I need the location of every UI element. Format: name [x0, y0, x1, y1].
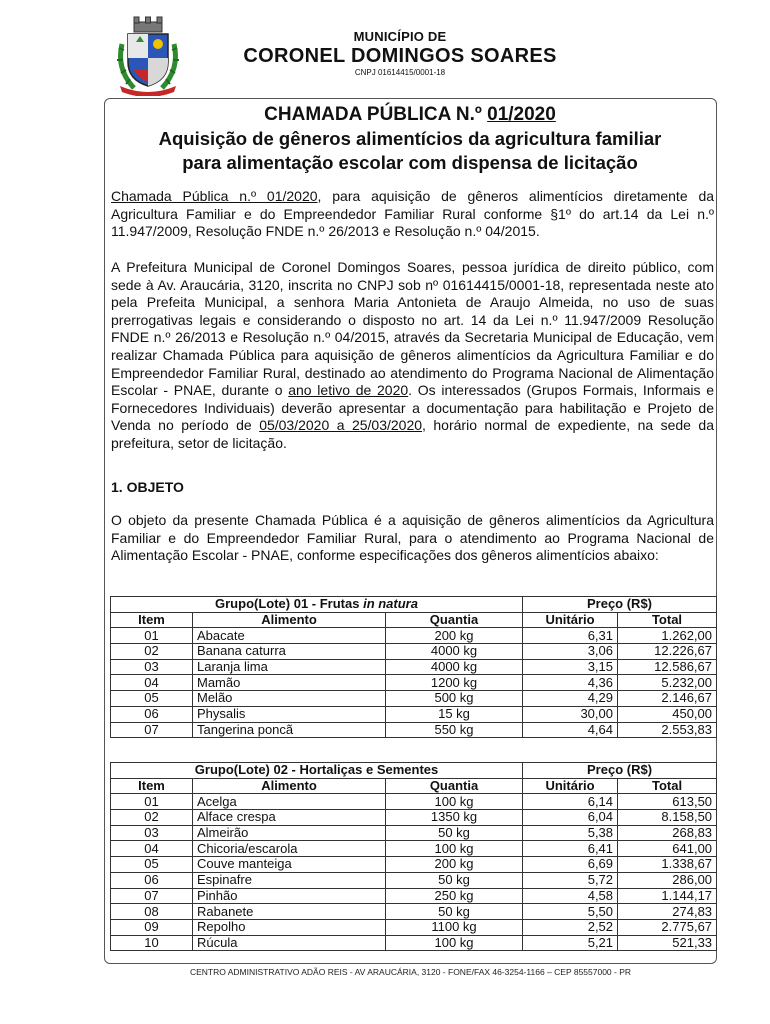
cell-item: 02: [111, 810, 193, 826]
cell-item: 02: [111, 644, 193, 660]
col-total: Total: [618, 778, 717, 794]
cell-unitario: 5,21: [523, 935, 618, 951]
cell-total: 1.144,17: [618, 888, 717, 904]
col-alimento: Alimento: [193, 778, 386, 794]
cell-item: 03: [111, 825, 193, 841]
body-school-year: ano letivo de 2020: [288, 382, 409, 399]
cell-item: 05: [111, 857, 193, 873]
cell-alimento: Melão: [193, 691, 386, 707]
cell-total: 268,83: [618, 825, 717, 841]
cell-quantia: 15 kg: [386, 706, 523, 722]
cell-total: 2.146,67: [618, 691, 717, 707]
page-subtitle: [110, 127, 710, 175]
cell-unitario: 5,50: [523, 904, 618, 920]
cell-item: 06: [111, 706, 193, 722]
intro-text: , para aquisição de gêneros alimentícios diretamente da Agricultura Familiar e do Empreendedor Familiar Rural conforme §1º do art.14 da Lei n.º 11.947/2009, Resolução FNDE n.º 26/2013 e Resolução n.º 04/2015.: [111, 188, 715, 240]
cell-quantia: 500 kg: [386, 691, 523, 707]
cell-total: 2.553,83: [618, 722, 717, 738]
cell-total: 1.262,00: [618, 628, 717, 644]
cell-total: 12.586,67: [618, 659, 717, 675]
cell-item: 04: [111, 841, 193, 857]
cell-quantia: 100 kg: [386, 841, 523, 857]
cell-total: 5.232,00: [618, 675, 717, 691]
table-hortalicas: [110, 762, 717, 951]
body-text-2: . Os interessados (Grupos Formais, Informais e Fornecedores Individuais) deverão apresentar a documentação para habilitação e Projeto de Venda no período de: [111, 382, 715, 434]
body-text-1: A Prefeitura Municipal de Coronel Domingos Soares, pessoa jurídica de direito público, com sede à Av. Araucária, 3120, inscrita no CNPJ sob nº 01614415/0001-18, representada neste ato pela Prefeita Municipal, a senhora Maria Antonieta de Araujo Almeida, no uso de suas prerrogativas legais e considerando o disposto no art. 14 da Lei n.º 11.947/2009 Resolução FNDE n.º 26/2013 e Resolução n.º 04/2015, através da Secretaria Municipal de Educação, vem realizar Chamada Pública para aquisição de gêneros alimentícios da Agricultura Familiar e do Empreendedor Familiar Rural, destinado ao atendimento do Programa Nacional de Alimentação Escolar - PNAE, durante o: [111, 259, 714, 399]
cell-quantia: 1100 kg: [386, 919, 523, 935]
cell-item: 05: [111, 691, 193, 707]
section-heading-objeto: 1. OBJETO: [111, 479, 184, 495]
col-item: Item: [111, 778, 193, 794]
cell-unitario: 4,64: [523, 722, 618, 738]
municipal-crest-icon: [112, 14, 184, 96]
header-municipality: MUNICÍPIO DE: [353, 29, 447, 44]
subtitle-line-2: para alimentação escolar com dispensa de licitação: [182, 152, 638, 173]
col-alimento: Alimento: [193, 612, 386, 628]
cell-quantia: 100 kg: [386, 935, 523, 951]
table-row: [111, 706, 717, 722]
table-row: [111, 675, 717, 691]
cell-quantia: 1350 kg: [386, 810, 523, 826]
table-price-header: Preço (R$): [523, 763, 717, 779]
cell-quantia: 100 kg: [386, 794, 523, 810]
body-text-3: , horário normal de expediente, na sede da prefeitura, setor de licitação.: [111, 417, 715, 451]
cell-quantia: 50 kg: [386, 904, 523, 920]
table-row: [111, 857, 717, 873]
table-row: [111, 919, 717, 935]
title-prefix: CHAMADA PÚBLICA N.º: [264, 104, 488, 125]
cell-alimento: Laranja lima: [193, 659, 386, 675]
cell-total: 274,83: [618, 904, 717, 920]
table-row: [111, 872, 717, 888]
cell-total: 286,00: [618, 872, 717, 888]
cell-unitario: 6,14: [523, 794, 618, 810]
page-footer: CENTRO ADMINISTRATIVO ADÃO REIS - AV ARAUCÁRIA, 3120 - FONE/FAX 46-3254-1166 – CEP 85557000 - PR: [189, 967, 632, 977]
cell-quantia: 50 kg: [386, 872, 523, 888]
cell-unitario: 3,15: [523, 659, 618, 675]
cell-alimento: Almeirão: [193, 825, 386, 841]
cell-item: 06: [111, 872, 193, 888]
table-group-header: Grupo(Lote) 01 - Frutas in natura: [111, 597, 523, 613]
cell-item: 08: [111, 904, 193, 920]
section-objeto-text: O objeto da presente Chamada Pública é a aquisição de gêneros alimentícios da Agricultura Familiar e do Empreendedor Familiar Rural, para o atendimento ao Programa Nacional de Alimentação Escolar - PNAE, conforme especificações dos gêneros alimentícios abaixo:: [111, 512, 714, 564]
table-row: [111, 935, 717, 951]
col-quantia: Quantia: [386, 612, 523, 628]
cell-total: 450,00: [618, 706, 717, 722]
header-city-name: CORONEL DOMINGOS SOARES: [243, 45, 557, 67]
cell-unitario: 6,04: [523, 810, 618, 826]
table-row: [111, 825, 717, 841]
cell-alimento: Tangerina poncã: [193, 722, 386, 738]
cell-item: 01: [111, 794, 193, 810]
cell-item: 01: [111, 628, 193, 644]
cell-total: 12.226,67: [618, 644, 717, 660]
table-row: [111, 794, 717, 810]
header-cnpj: CNPJ 01614415/0001-18: [354, 68, 446, 77]
cell-alimento: Rabanete: [193, 904, 386, 920]
cell-quantia: 200 kg: [386, 628, 523, 644]
intro-reference: Chamada Pública n.º 01/2020: [111, 188, 318, 204]
cell-unitario: 4,29: [523, 691, 618, 707]
cell-alimento: Chicoria/escarola: [193, 841, 386, 857]
col-total: Total: [618, 612, 717, 628]
col-unitario: Unitário: [523, 778, 618, 794]
cell-item: 07: [111, 722, 193, 738]
table-row: [111, 810, 717, 826]
cell-alimento: Espinafre: [193, 872, 386, 888]
table-row: [111, 888, 717, 904]
cell-unitario: 30,00: [523, 706, 618, 722]
cell-quantia: 4000 kg: [386, 659, 523, 675]
cell-quantia: 250 kg: [386, 888, 523, 904]
cell-unitario: 5,72: [523, 872, 618, 888]
body-period: 05/03/2020 a 25/03/2020: [259, 417, 423, 434]
table-row: [111, 644, 717, 660]
cell-unitario: 6,41: [523, 841, 618, 857]
table-row: [111, 628, 717, 644]
cell-item: 09: [111, 919, 193, 935]
col-quantia: Quantia: [386, 778, 523, 794]
subtitle-line-1: Aquisição de gêneros alimentícios da agricultura familiar: [158, 128, 662, 149]
col-item: Item: [111, 612, 193, 628]
cell-quantia: 1200 kg: [386, 675, 523, 691]
table-row: [111, 691, 717, 707]
cell-alimento: Acelga: [193, 794, 386, 810]
table-frutas: [110, 596, 717, 738]
table-row: [111, 659, 717, 675]
cell-alimento: Physalis: [193, 706, 386, 722]
intro-paragraph: [111, 188, 714, 241]
page-title: [110, 104, 710, 126]
cell-quantia: 50 kg: [386, 825, 523, 841]
cell-alimento: Repolho: [193, 919, 386, 935]
cell-alimento: Couve manteiga: [193, 857, 386, 873]
title-number: 01/2020: [487, 104, 556, 125]
cell-alimento: Mamão: [193, 675, 386, 691]
body-paragraph: [111, 259, 714, 453]
cell-total: 613,50: [618, 794, 717, 810]
cell-alimento: Rúcula: [193, 935, 386, 951]
cell-total: 8.158,50: [618, 810, 717, 826]
cell-quantia: 200 kg: [386, 857, 523, 873]
cell-unitario: 6,31: [523, 628, 618, 644]
cell-unitario: 2,52: [523, 919, 618, 935]
cell-alimento: Pinhão: [193, 888, 386, 904]
cell-alimento: Banana caturra: [193, 644, 386, 660]
cell-item: 03: [111, 659, 193, 675]
cell-unitario: 4,36: [523, 675, 618, 691]
cell-item: 04: [111, 675, 193, 691]
table-row: [111, 904, 717, 920]
cell-total: 1.338,67: [618, 857, 717, 873]
table-row: [111, 841, 717, 857]
cell-total: 641,00: [618, 841, 717, 857]
cell-unitario: 4,58: [523, 888, 618, 904]
cell-unitario: 6,69: [523, 857, 618, 873]
cell-alimento: Alface crespa: [193, 810, 386, 826]
cell-quantia: 4000 kg: [386, 644, 523, 660]
cell-alimento: Abacate: [193, 628, 386, 644]
table-group-header: Grupo(Lote) 02 - Hortaliças e Sementes: [111, 763, 523, 779]
cell-unitario: 5,38: [523, 825, 618, 841]
cell-unitario: 3,06: [523, 644, 618, 660]
cell-quantia: 550 kg: [386, 722, 523, 738]
cell-item: 10: [111, 935, 193, 951]
cell-total: 2.775,67: [618, 919, 717, 935]
table-row: [111, 722, 717, 738]
cell-total: 521,33: [618, 935, 717, 951]
col-unitario: Unitário: [523, 612, 618, 628]
cell-item: 07: [111, 888, 193, 904]
table-price-header: Preço (R$): [523, 597, 717, 613]
